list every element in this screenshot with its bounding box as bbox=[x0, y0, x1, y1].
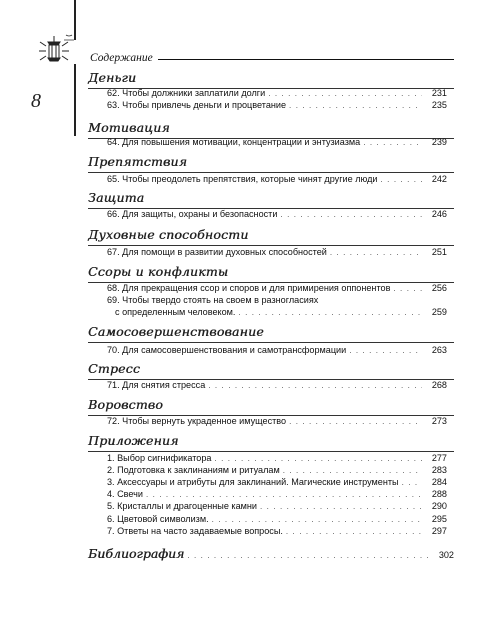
section-heading bbox=[88, 264, 228, 279]
toc-entry-title: 68. Для прекращения ссор и споров и для примирения оппонентов bbox=[107, 283, 391, 293]
section-rule bbox=[88, 245, 454, 246]
dot-leader bbox=[260, 501, 422, 512]
dot-leader bbox=[146, 489, 422, 500]
dot-leader bbox=[238, 307, 422, 318]
section-heading bbox=[88, 433, 179, 448]
section-title: Защита bbox=[88, 190, 145, 205]
toc-entry-page: 231 bbox=[431, 88, 447, 98]
toc-entry-page: 263 bbox=[431, 345, 447, 355]
section-heading bbox=[88, 397, 163, 412]
toc-entry-title: 7. Ответы на часто задаваемые вопросы. bbox=[107, 526, 283, 536]
section-heading bbox=[88, 120, 170, 135]
toc-entry[interactable] bbox=[107, 453, 447, 464]
toc-entry[interactable] bbox=[107, 477, 447, 488]
toc-entry[interactable] bbox=[115, 307, 447, 318]
toc-entry-title: 1. Выбор сигнификатора bbox=[107, 453, 212, 463]
section-heading bbox=[88, 227, 248, 242]
toc-entry[interactable] bbox=[107, 501, 447, 512]
margin-rule bbox=[74, 64, 76, 136]
dot-leader bbox=[402, 477, 422, 488]
dot-leader bbox=[349, 345, 422, 356]
toc-entry-title: 71. Для снятия стресса bbox=[107, 380, 206, 390]
section-title: Стресс bbox=[88, 361, 141, 376]
page-number: 8 bbox=[31, 90, 41, 112]
dot-leader bbox=[289, 100, 422, 111]
toc-entry[interactable] bbox=[107, 380, 447, 391]
toc-entry-page: 235 bbox=[431, 100, 447, 110]
dot-leader bbox=[381, 174, 422, 185]
section-title: Духовные способности bbox=[88, 227, 249, 242]
toc-entry-page: 297 bbox=[431, 526, 447, 536]
toc-entry-line: 69. Чтобы твердо стоять на своем в разногласиях bbox=[107, 295, 319, 305]
section-heading bbox=[88, 190, 144, 205]
toc-entry-page: 246 bbox=[431, 209, 447, 219]
toc-entry[interactable] bbox=[107, 526, 447, 537]
toc-entry[interactable] bbox=[107, 514, 447, 525]
dot-leader bbox=[212, 514, 422, 525]
toc-entry-page: 288 bbox=[431, 489, 447, 499]
toc-entry-title: 72. Чтобы вернуть украденное имущество bbox=[107, 416, 287, 426]
toc-entry[interactable] bbox=[107, 283, 447, 294]
toc-entry[interactable] bbox=[107, 416, 447, 427]
toc-entry-title: 62. Чтобы должники заплатили долги bbox=[107, 88, 266, 98]
toc-entry[interactable] bbox=[107, 247, 447, 258]
dot-leader bbox=[286, 526, 422, 537]
dot-leader bbox=[330, 247, 422, 258]
dot-leader bbox=[289, 416, 422, 427]
toc-entry-page: 273 bbox=[431, 416, 447, 426]
dot-leader bbox=[283, 465, 422, 476]
section-rule bbox=[88, 451, 454, 452]
section-rule bbox=[88, 342, 454, 343]
section-title: Мотивация bbox=[88, 120, 170, 135]
toc-entry-title: 6. Цветовой символизм. bbox=[107, 514, 209, 524]
toc-entry-title: с определенным человеком. bbox=[115, 307, 236, 317]
toc-entry-page: 259 bbox=[431, 307, 447, 317]
section-title: Препятствия bbox=[88, 154, 188, 169]
toc-entry-title: 5. Кристаллы и драгоценные камни bbox=[107, 501, 258, 511]
toc-entry-title: 3. Аксессуары и атрибуты для заклинаний. Магические инструменты bbox=[107, 477, 399, 487]
toc-entry-page: 277 bbox=[431, 453, 447, 463]
toc-entry-page: 239 bbox=[431, 137, 447, 147]
dot-leader bbox=[187, 550, 429, 561]
toc-entry[interactable] bbox=[107, 100, 447, 111]
toc-entry[interactable] bbox=[107, 465, 447, 476]
toc-entry[interactable] bbox=[107, 489, 447, 500]
section-rule bbox=[88, 172, 454, 173]
dot-leader bbox=[268, 88, 422, 99]
dot-leader bbox=[363, 137, 422, 148]
running-header-title: Содержание bbox=[90, 52, 153, 64]
section-title: Деньги bbox=[88, 70, 137, 85]
dot-leader bbox=[280, 209, 422, 220]
toc-entry[interactable] bbox=[107, 88, 447, 99]
margin-rule bbox=[74, 0, 76, 40]
toc-entry-title: 64. Для повышения мотивации, концентрации и энтузиазма bbox=[107, 137, 361, 147]
toc-entry-title: 66. Для защиты, охраны и безопасности bbox=[107, 209, 278, 219]
toc-entry-bibliography[interactable] bbox=[88, 548, 454, 561]
section-heading bbox=[88, 324, 264, 339]
toc-entry[interactable] bbox=[107, 209, 447, 220]
section-title: Воровство bbox=[88, 397, 163, 412]
dot-leader bbox=[393, 283, 422, 294]
dot-leader bbox=[208, 380, 422, 391]
toc-entry-page: 242 bbox=[431, 174, 447, 184]
toc-entry-title: 4. Свечи bbox=[107, 489, 143, 499]
toc-entry-page: 283 bbox=[431, 465, 447, 475]
toc-entry[interactable] bbox=[107, 137, 447, 148]
toc-entry-page: 256 bbox=[431, 283, 447, 293]
dot-leader bbox=[214, 453, 422, 464]
section-title: Самосовершенствование bbox=[88, 324, 264, 339]
toc-entry-title: 67. Для помощи в развитии духовных способностей bbox=[107, 247, 327, 257]
lantern-ornament-icon bbox=[34, 30, 74, 70]
toc-entry-title: 65. Чтобы преодолеть препятствия, которые чинят другие люди bbox=[107, 174, 378, 184]
toc-entry-title: 70. Для самосовершенствования и самотрансформации bbox=[107, 345, 347, 355]
section-heading bbox=[88, 70, 136, 85]
toc-entry[interactable] bbox=[107, 345, 447, 356]
section-heading bbox=[88, 154, 187, 169]
section-title: Приложения bbox=[88, 433, 179, 448]
section-title: Ссоры и конфликты bbox=[88, 264, 229, 279]
bibliography-title: Библиография bbox=[88, 546, 185, 561]
toc-entry-page: 268 bbox=[431, 380, 447, 390]
bibliography-page: 302 bbox=[438, 550, 454, 560]
header-rule bbox=[158, 59, 454, 60]
toc-entry-page: 290 bbox=[431, 501, 447, 511]
toc-entry-title: 63. Чтобы привлечь деньги и процветание bbox=[107, 100, 287, 110]
toc-entry-page: 251 bbox=[431, 247, 447, 257]
toc-entry-title: 2. Подготовка к заклинаниям и ритуалам bbox=[107, 465, 280, 475]
toc-entry-page: 284 bbox=[431, 477, 447, 487]
toc-entry[interactable] bbox=[107, 174, 447, 185]
section-heading bbox=[88, 361, 140, 376]
toc-entry-page: 295 bbox=[431, 514, 447, 524]
